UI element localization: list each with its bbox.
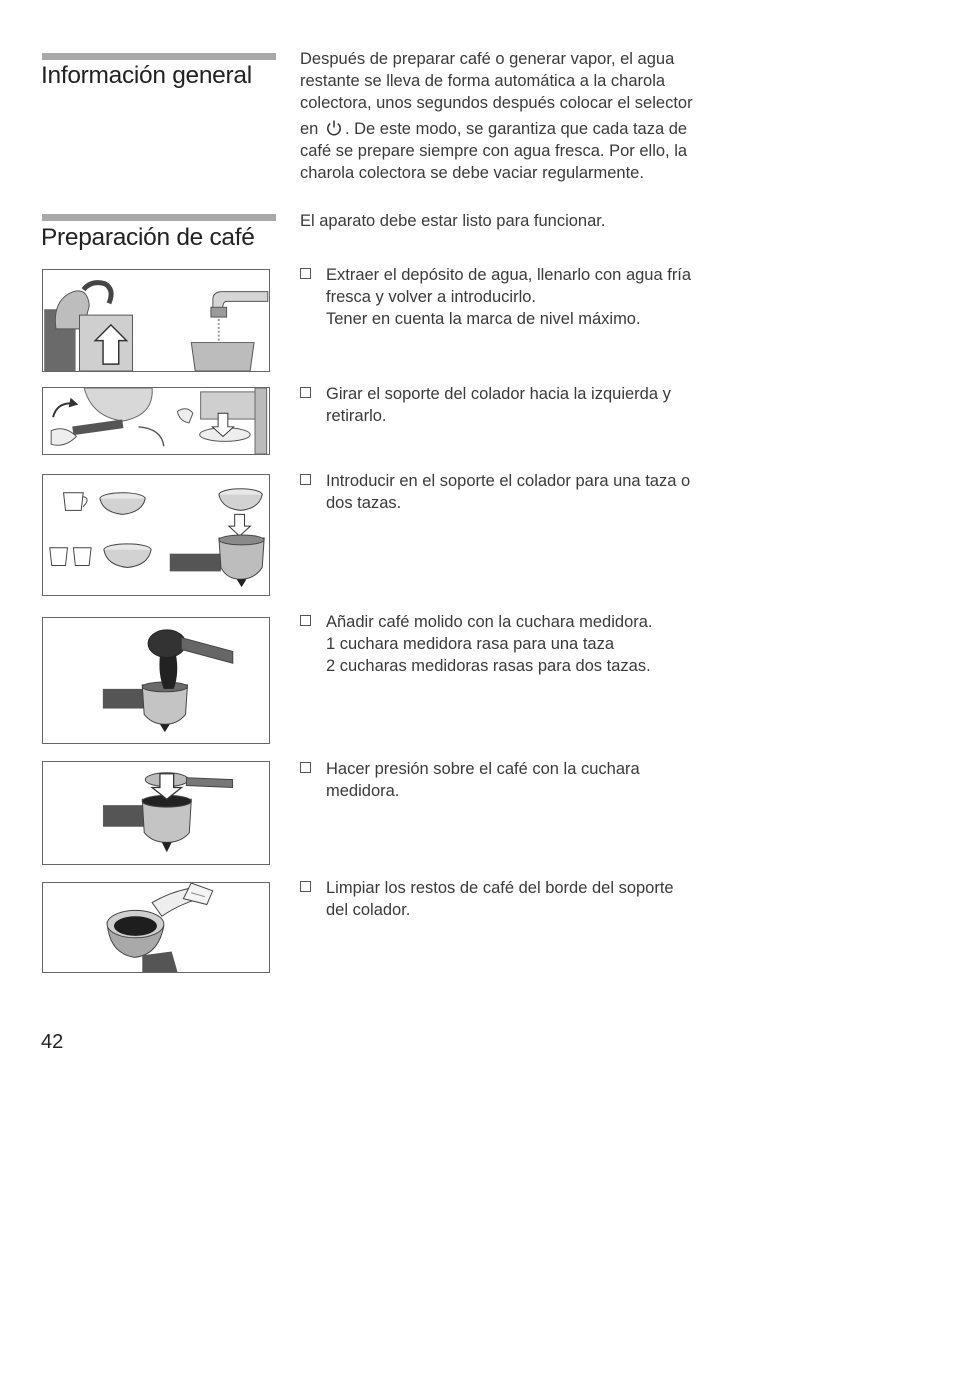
heading-preparacion-cafe: Preparación de café [41, 224, 255, 251]
checkbox-icon [300, 881, 311, 892]
step-1-line-2: fresca y volver a introducirlo. [326, 288, 536, 306]
checkbox-icon [300, 387, 311, 398]
illustration-add-coffee [42, 617, 270, 744]
page-number: 42 [41, 1031, 64, 1053]
illustration-tamp-coffee [42, 761, 270, 865]
remove-holder-drawing [43, 388, 269, 454]
checkbox-icon [300, 474, 311, 485]
illustration-insert-filter [42, 474, 270, 596]
step-4-line-2: 1 cuchara medidora rasa para una taza [326, 635, 615, 653]
step-3 [300, 470, 730, 514]
illustration-clean-rim [42, 882, 270, 973]
general-line-5: café se prepare siempre con agua fresca. Por ello, la [300, 142, 688, 160]
general-line-4-pre: en [300, 120, 319, 138]
add-coffee-drawing [43, 618, 269, 743]
step-5-line-2: medidora. [326, 782, 400, 800]
heading-informacion-general: Información general [41, 62, 252, 89]
step-2-line-2: retirarlo. [326, 407, 387, 425]
step-6 [300, 877, 730, 921]
step-6-line-2: del colador. [326, 901, 411, 919]
preparation-intro: El aparato debe estar listo para funcionar. [300, 212, 606, 230]
step-5-line-1: Hacer presión sobre el café con la cuchara [326, 760, 640, 778]
checkbox-icon [300, 762, 311, 773]
checkbox-icon [300, 615, 311, 626]
section-bar-general [42, 53, 276, 60]
step-4 [300, 611, 730, 677]
step-3-line-1: Introducir en el soporte el colador para una taza o [326, 472, 691, 490]
illustration-remove-holder [42, 387, 270, 455]
power-icon [325, 119, 343, 137]
general-line-4 [300, 118, 730, 140]
step-2 [300, 383, 730, 427]
step-3-line-2: dos tazas. [326, 494, 402, 512]
general-line-1: Después de preparar café o generar vapor, el agua [300, 50, 675, 68]
general-paragraph [300, 48, 730, 184]
step-4-line-3: 2 cucharas medidoras rasas para dos tazas. [326, 657, 651, 675]
tamp-coffee-drawing [43, 762, 269, 864]
general-line-4-post: . De este modo, se garantiza que cada taza de [344, 120, 688, 138]
step-1-line-1: Extraer el depósito de agua, llenarlo con agua fría [326, 266, 692, 284]
section-bar-preparation [42, 214, 276, 221]
general-line-3: colectora, unos segundos después colocar el selector [300, 94, 693, 112]
step-2-line-1: Girar el soporte del colador hacia la izquierda y [326, 385, 671, 403]
general-line-6: charola colectora se debe vaciar regularmente. [300, 164, 644, 182]
step-1 [300, 264, 730, 330]
water-tank-drawing [43, 270, 269, 371]
clean-rim-drawing [43, 883, 269, 972]
insert-filter-drawing [43, 475, 269, 595]
step-4-line-1: Añadir café molido con la cuchara medidora. [326, 613, 653, 631]
illustration-water-tank [42, 269, 270, 372]
step-1-line-3: Tener en cuenta la marca de nivel máximo. [326, 310, 641, 328]
step-6-line-1: Limpiar los restos de café del borde del soporte [326, 879, 674, 897]
step-5 [300, 758, 730, 802]
checkbox-icon [300, 268, 311, 279]
general-line-2: restante se lleva de forma automática a la charola [300, 72, 666, 90]
